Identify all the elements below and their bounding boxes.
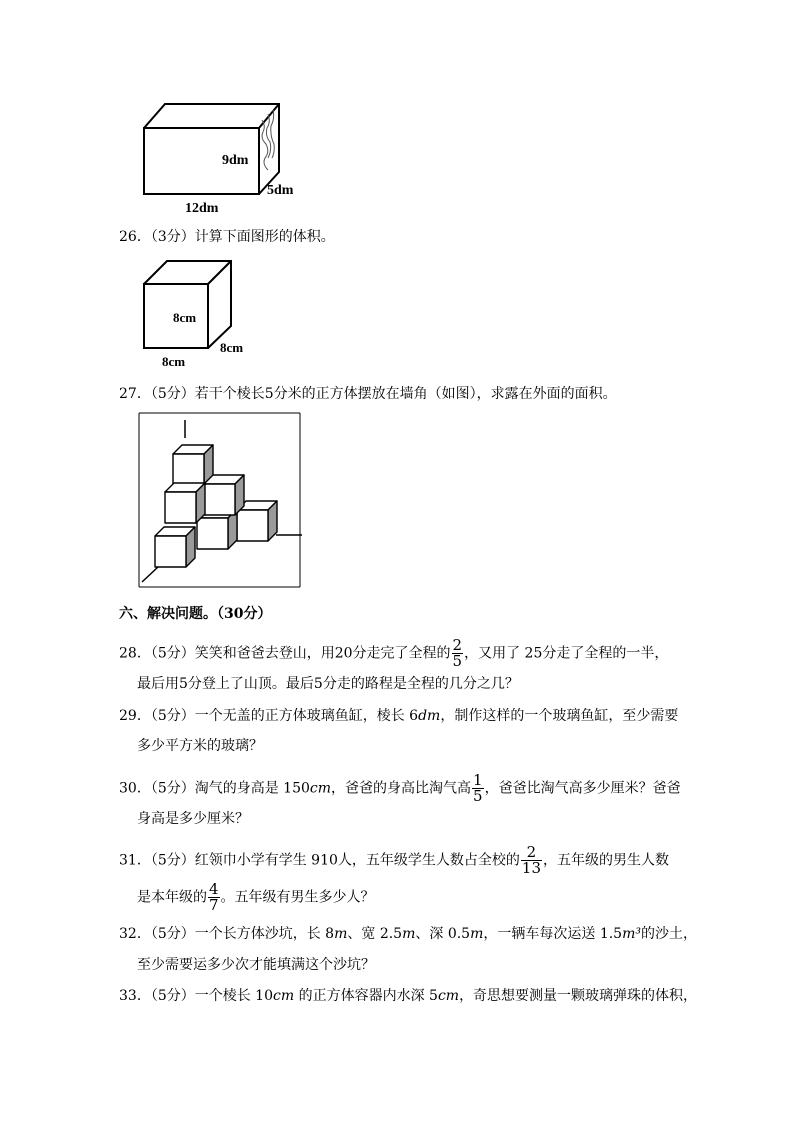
question-30-fraction	[472, 773, 484, 804]
stacked-cube	[165, 483, 205, 523]
fraction-denominator: 5	[452, 652, 463, 670]
question-32-part-4: ，一辆车每次运送 1.5	[483, 926, 623, 942]
question-33-unit-2: cm	[437, 988, 460, 1004]
question-31-fraction	[521, 845, 542, 876]
question-31	[119, 845, 669, 876]
question-32-part-3: 、深 0.5	[415, 926, 471, 942]
fraction-numerator: 4	[209, 880, 219, 898]
question-32-part-2: 、宽 2.5	[347, 926, 403, 942]
question-31-tail: ，五年级的男生人数	[543, 852, 669, 869]
stacked-cube	[173, 445, 213, 485]
cube-depth-label: 8cm	[220, 340, 244, 355]
fraction-numerator: 2	[452, 636, 463, 654]
section-6-title: 六、解决问题。（30分）	[119, 606, 272, 622]
fraction-denominator: 13	[521, 859, 541, 877]
question-33-lead: 33．（5分）一个棱长 10	[119, 988, 273, 1004]
question-30-tail: ，爸爸比淘气高多少厘米？爸爸	[484, 780, 681, 797]
question-29-line2: 多少平方米的玻璃？	[137, 738, 263, 754]
question-33-part-2: 的正方体容器内水深 5	[294, 988, 438, 1004]
question-31-line2-tail: 。五年级有男生多少人？	[220, 889, 375, 906]
question-33-unit-1: cm	[273, 988, 295, 1004]
question-30-unit: cm	[309, 780, 332, 797]
question-26	[119, 227, 335, 247]
question-28-line2: 最后用5分登上了山顶。最后5分走的路程是全程的几分之几？	[137, 676, 519, 692]
question-32-lead: 32．（5分）一个长方体沙坑，长 8	[119, 926, 335, 942]
question-31-lead: 31．（5分）红领巾小学有学生 910人，五年级学生人数占全校的	[119, 852, 520, 869]
question-32-unit-4: m³	[622, 926, 641, 942]
question-31-line2-lead: 是本年级的	[137, 889, 207, 906]
question-29-tail: ，制作这样的一个玻璃鱼缸，至少需要	[440, 708, 679, 724]
cube-height-label: 8cm	[173, 310, 197, 325]
question-26-text: 26．（3分）计算下面图形的体积。	[119, 229, 335, 245]
question-32-unit-1: m	[334, 926, 348, 942]
cuboid-height-label: 9dm	[222, 153, 249, 168]
cuboid-length-label: 12dm	[185, 201, 219, 216]
fraction-numerator: 1	[473, 771, 483, 789]
stacked-cube	[204, 475, 244, 515]
question-28-tail: ，又用了 25分走了全程的一半，	[464, 645, 669, 662]
fraction-denominator: 7	[209, 896, 219, 914]
question-29-lead: 29．（5分）一个无盖的正方体玻璃鱼缸，棱长 6	[119, 708, 419, 724]
question-28	[119, 638, 668, 669]
question-31-line2	[137, 882, 375, 913]
cube-width-label: 8cm	[162, 354, 186, 369]
question-32-unit-2: m	[402, 926, 416, 942]
question-30	[119, 773, 681, 804]
cuboid-depth-label: 5dm	[267, 183, 294, 198]
question-33	[119, 986, 697, 1006]
cube-figure	[140, 256, 260, 372]
question-29-unit: dm	[418, 708, 441, 724]
question-29	[119, 706, 678, 726]
question-28-lead: 28．（5分）笑笑和爸爸去登山，用20分走完了全程的	[119, 645, 451, 662]
question-32-tail: 的沙土，	[640, 926, 697, 942]
fraction-denominator: 5	[473, 787, 483, 805]
question-32-line2: 至少需要运多少次才能填满这个沙坑？	[137, 957, 375, 973]
question-32-unit-3: m	[470, 926, 484, 942]
question-27-text: 27．（5分）若干个棱长5分米的正方体摆放在墙角（如图），求露在外面的面积。	[119, 386, 617, 402]
question-30-line2: 身高是多少厘米？	[137, 811, 249, 827]
question-30-lead: 30．（5分）淘气的身高是 150	[119, 780, 310, 797]
question-33-tail: ，奇思想要测量一颗玻璃弹珠的体积，	[459, 988, 698, 1004]
question-28-fraction	[452, 638, 464, 669]
stacked-cubes-figure	[138, 412, 304, 590]
fraction-numerator: 2	[521, 845, 542, 861]
stacked-cube	[155, 527, 195, 567]
question-27	[119, 384, 617, 404]
cuboid-figure	[140, 100, 310, 218]
question-31-fraction-2	[208, 882, 220, 913]
question-32	[119, 924, 697, 944]
question-30-mid: ，爸爸的身高比淘气高	[331, 780, 472, 797]
